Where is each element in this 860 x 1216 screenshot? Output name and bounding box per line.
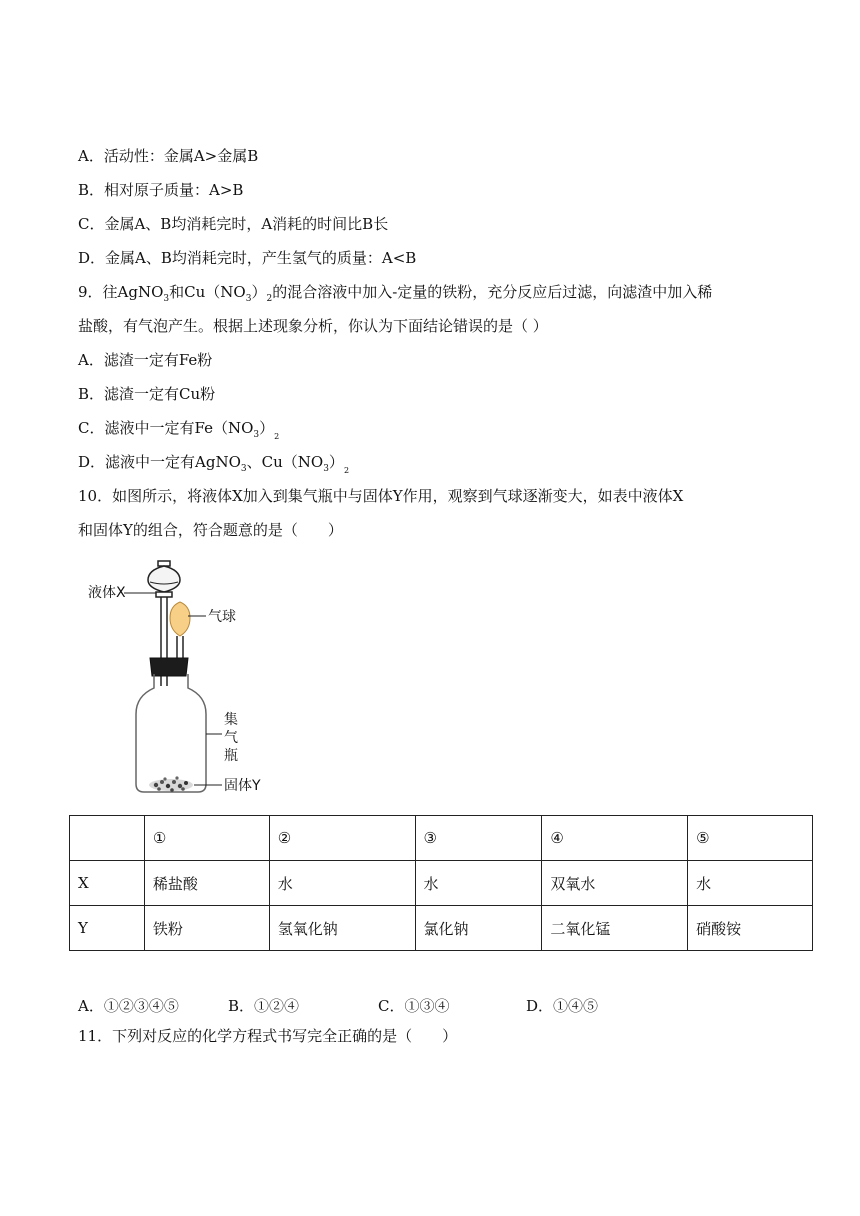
table-cell: 水 <box>688 861 813 906</box>
table-cell: 稀盐酸 <box>144 861 269 906</box>
q9-stem-line2: 盐酸，有气泡产生。根据上述现象分析，你认为下面结论错误的是（ ） <box>78 317 548 335</box>
gas-bottle-apparatus-diagram <box>84 556 284 798</box>
bottle-label-3: 瓶 <box>224 748 238 764</box>
table-cell: 二氧化锰 <box>542 906 688 951</box>
q10-choice-b: B．①②④ <box>228 997 300 1015</box>
balloon-label: 气球 <box>208 609 236 625</box>
combination-table <box>69 815 813 951</box>
table-header-row <box>70 816 813 861</box>
q10-stem-line2: 和固体Y的组合，符合题意的是（ ） <box>78 521 343 539</box>
table-cell: X <box>70 861 145 906</box>
q9-option-b: B．滤渣一定有Cu粉 <box>78 385 216 403</box>
table-row <box>70 906 813 951</box>
table-cell: 水 <box>415 861 542 906</box>
q11-stem: 11．下列对反应的化学方程式书写完全正确的是（ ） <box>78 1027 458 1045</box>
q8-option-c: C．金属A、B均消耗完时，A消耗的时间比B长 <box>78 215 389 233</box>
liquid-x-label: 液体X <box>88 585 126 601</box>
balloon <box>170 602 190 636</box>
bottle-label-1: 集 <box>224 712 238 728</box>
q8-option-a: A．活动性：金属A>金属B <box>78 147 259 165</box>
table-row <box>70 861 813 906</box>
q9-option-d-sub: 3 <box>240 464 247 474</box>
q9-stem-sub2: 3 <box>245 294 252 304</box>
table-cell: Y <box>70 906 145 951</box>
q9-stem-sub1: 3 <box>163 294 170 304</box>
q10-stem-line1: 10．如图所示，将液体X加入到集气瓶中与固体Y作用，观察到气球逐渐变大，如表中液体X <box>78 487 684 505</box>
q9-stem-part1: 9．往AgNO <box>78 283 164 301</box>
table-cell: 氯化钠 <box>415 906 542 951</box>
q9-stem-sub3: 2 <box>266 294 273 304</box>
q8-option-b: B．相对原子质量：A>B <box>78 181 244 199</box>
table-cell: ⑤ <box>688 816 813 861</box>
table-cell: 水 <box>269 861 415 906</box>
table-cell: ③ <box>415 816 542 861</box>
q9-stem-part4: 的混合溶液中加入-定量的铁粉，充分反应后过滤，向滤渣中加入稀 <box>272 283 713 301</box>
table-cell: 硝酸铵 <box>688 906 813 951</box>
table-cell: ② <box>269 816 415 861</box>
table-cell: ④ <box>542 816 688 861</box>
table-cell: 双氧水 <box>542 861 688 906</box>
q10-choice-d: D．①④⑤ <box>526 997 599 1015</box>
q9-stem-part2: 和Cu（NO <box>169 283 246 301</box>
table-cell: 氢氧化钠 <box>269 906 415 951</box>
rubber-stopper <box>150 658 188 676</box>
q9-option-d-close: ） <box>328 453 344 471</box>
q8-option-d: D．金属A、B均消耗完时，产生氢气的质量：A<B <box>78 249 417 267</box>
q9-option-d-sub2: 3 <box>323 464 329 474</box>
q10-choice-c: C．①③④ <box>378 997 450 1015</box>
q9-option-c <box>78 418 279 441</box>
q9-stem-part3: ） <box>251 283 267 301</box>
solid-y-label: 固体Y <box>224 778 261 794</box>
table-cell: 铁粉 <box>144 906 269 951</box>
q9-option-d-mid: 、Cu（NO <box>246 453 324 471</box>
q10-choice-a: A．①②③④⑤ <box>78 997 179 1015</box>
q9-option-d <box>78 452 349 475</box>
q9-option-c-sub: 3 <box>253 430 260 440</box>
q9-option-c-sub2: 2 <box>274 432 280 441</box>
funnel-bulb <box>148 566 180 592</box>
q9-option-d-text: D．滤液中一定有AgNO <box>78 453 241 471</box>
bottle-label-2: 气 <box>224 730 238 746</box>
q9-option-a: A．滤渣一定有Fe粉 <box>78 351 213 369</box>
q9-option-c-text: C．滤液中一定有Fe（NO <box>78 419 254 437</box>
q9-option-c-close: ） <box>259 419 275 437</box>
funnel-stopcock <box>156 592 172 597</box>
q9-stem-line1 <box>78 282 712 305</box>
table-cell <box>70 816 145 861</box>
gas-bottle <box>136 674 206 792</box>
solid-y-particles <box>149 776 193 791</box>
table-cell: ① <box>144 816 269 861</box>
q9-option-d-sub3: 2 <box>343 466 350 475</box>
